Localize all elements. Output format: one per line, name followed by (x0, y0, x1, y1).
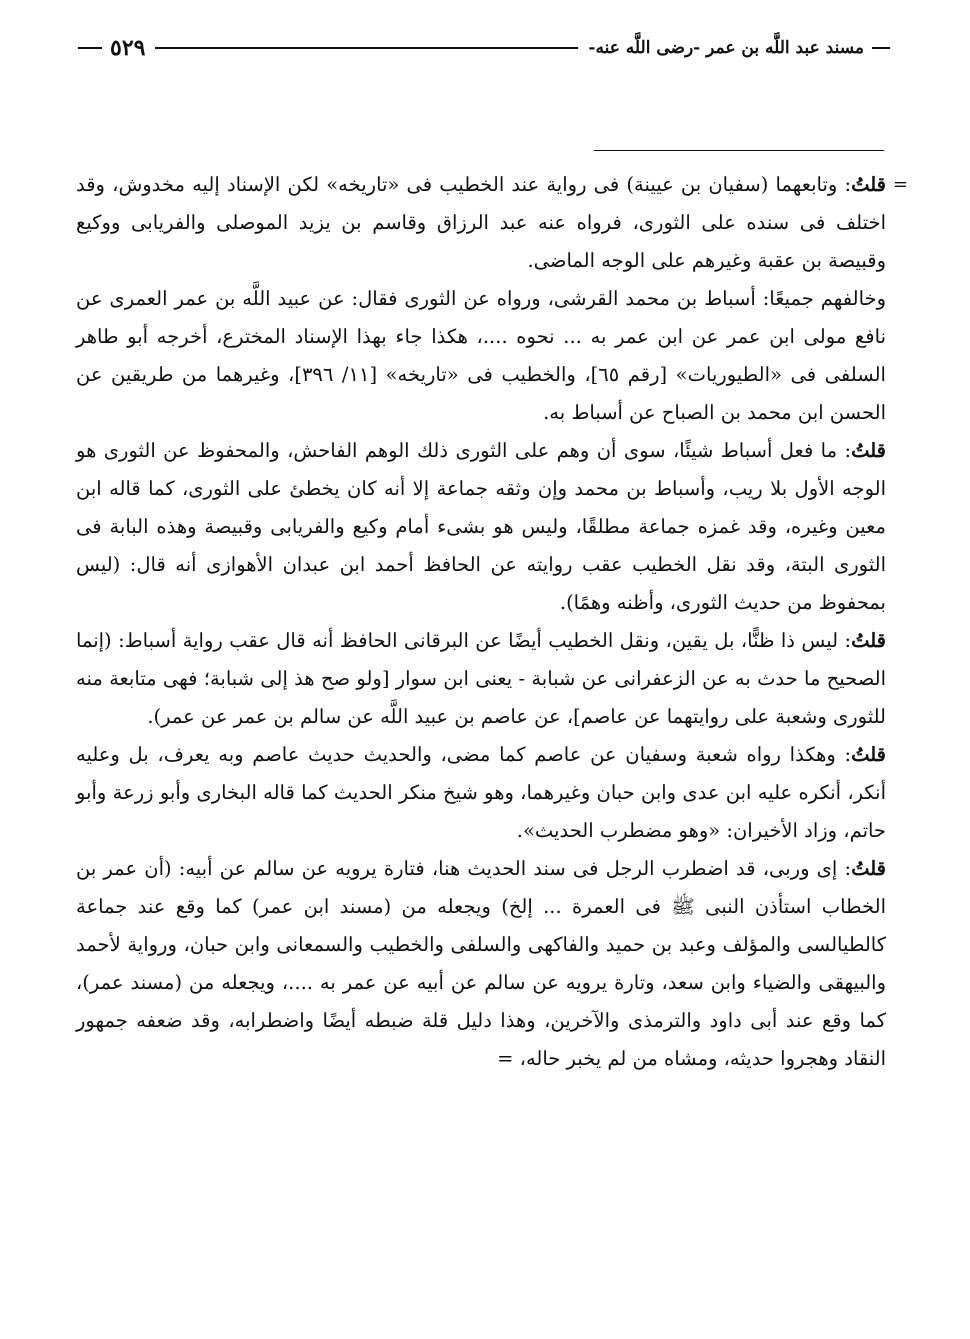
page-header (78, 34, 890, 62)
paragraph-text: : وهكذا رواه شعبة وسفيان عن عاصم كما مضى، والحديث حديث عاصم وبه يعرف، بل وعليه أنكر، أنكره عليه ابن عدى وابن حبان وغيرهما، وهو شيخ منكر الحديث كما قاله البخارى وأبو زرعة وأبو حاتم، وزاد الأخيران: «وهو مضطرب الحديث». (76, 743, 886, 842)
paragraph-text: : وتابعهما (سفيان بن عيينة) فى رواية عند الخطيب فى «تاريخه» لكن الإسناد إليه مخدوش، وقد اختلف فى سنده على الثورى، فرواه عنه عبد الرزاق وقاسم بن يزيد الموصلى والفريابى ووكيع وقبيصة بن عقبة وغيرهم على الوجه الماضى. (76, 173, 886, 272)
lead-word: قلتُ (851, 439, 886, 462)
continuation-mark-start: = (892, 174, 908, 195)
running-title: مسند عبد اللَّه بن عمر -رضى اللَّه عنه- (588, 38, 864, 58)
lead-word: قلتُ (851, 173, 886, 196)
paragraph (76, 280, 886, 432)
paragraph-text: : ليس ذا ظنًّا، بل يقين، ونقل الخطيب أيضًا عن البرقانى الحافظ أنه قال عقب رواية أسباط: (إنما الصحيح ما حدث به عن الزعفرانى عن شبابة - يعنى ابن سوار [ولو صح هذ إلى شبابة؛ فهى متابعة منه للثورى وشعبة على روايتهما عن عاصم]، عن عاصم بن عبيد اللَّه عن سالم بن عمر عن عمر). (76, 629, 886, 728)
page-number: ٥٢٩ (110, 35, 146, 61)
paragraph-text: : إى وربى، قد اضطرب الرجل فى سند الحديث هنا، فتارة يرويه عن سالم عن أبيه: (أن عمر بن الخطاب استأذن النبى ﷺ فى العمرة ... إلخ) ويجعله من (مسند ابن عمر) كما وقع عند جماعة كالطيالسى والمؤلف وعبد بن حميد والفاكهى والسلفى والخطيب والسمعانى وابن حبان، ورواية لأحمد والبيهقى والضياء وابن سعد، وتارة يرويه عن سالم عن أبيه عن عمر به ....، ويجعله من (مسند عمر)، كما وقع عند أبى داود والترمذى والآخرين، وهذا دليل قلة ضبطه أيضًا واضطرابه، وقد ضعفه جمهور النقاد وهجروا حديثه، ومشاه من لم يخبر حاله، (76, 857, 886, 1070)
continuation-mark-end: = (497, 1047, 514, 1070)
paragraph-text: : ما فعل أسباط شيئًا، سوى أن وهم على الثورى ذلك الوهم الفاحش، والمحفوظ عن الثورى هو الوجه الأول بلا ريب، وأسباط بن محمد وإن وثقه جماعة إلا أنه كان يخطئ على الثورى، كما قاله ابن معين وغيره، وقد غمزه جماعة مطلقًا، وليس هو بشىء أمام وكيع والفريابى وقبيصة وهذه البابة فى الثورى البتة، وقد نقل الخطيب عقب روايته عن الحافظ أحمد ابن عبدان الأهوازى أنه قال: (ليس بمحفوظ من حديث الثورى، وأظنه وهمًا). (76, 439, 886, 614)
header-rule-end (78, 47, 102, 49)
paragraph (76, 736, 886, 850)
header-rule (155, 47, 578, 49)
lead-word: قلتُ (851, 629, 886, 652)
paragraph (76, 850, 886, 1078)
footnote-separator (594, 150, 884, 151)
header-rule-start (872, 47, 890, 49)
lead-word: قلتُ (851, 743, 886, 766)
lead-word: قلتُ (851, 857, 886, 880)
footnote-body (76, 166, 908, 1078)
paragraph (76, 166, 886, 280)
paragraph-text: وخالفهم جميعًا: أسباط بن محمد القرشى، ورواه عن الثورى فقال: عن عبيد اللَّه بن عمر العمرى عن نافع مولى ابن عمر عن ابن عمر به ... نحوه ....، هكذا جاء بهذا الإسناد المخترع، أخرجه أبو طاهر السلفى فى «الطيوريات» [رقم ٦٥]، والخطيب فى «تاريخه» [١١/ ٣٩٦]، وغيرهما من طريقين عن الحسن ابن محمد بن الصباح عن أسباط به. (76, 287, 886, 424)
paragraph (76, 432, 886, 622)
paragraph (76, 622, 886, 736)
